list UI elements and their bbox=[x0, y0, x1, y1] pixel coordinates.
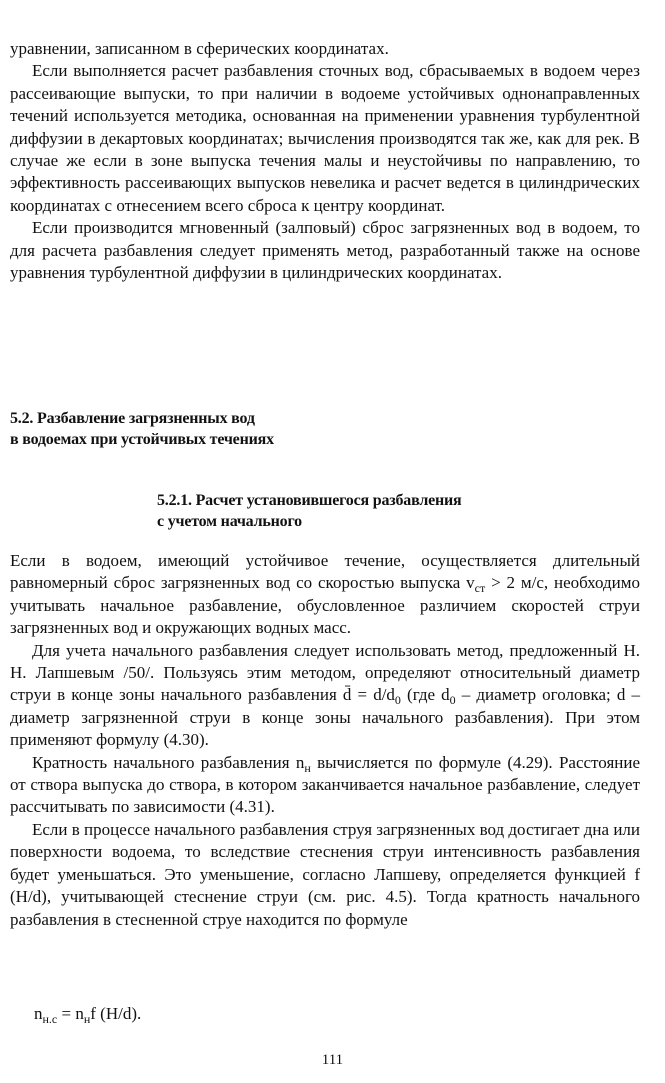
paragraph-5-text-a: Кратность начального разбавления n bbox=[32, 752, 305, 772]
paragraph-3-text-a: Если в водоем, имеющий устойчивое течение, осуществляется длительный равномерный сброс загрязненных вод со скоростью выпуска v bbox=[10, 551, 640, 593]
section-heading bbox=[10, 408, 640, 450]
formula-equals: = n bbox=[57, 1004, 84, 1023]
paragraph-3 bbox=[10, 550, 640, 640]
formula-lhs-subscript: н.с bbox=[42, 1012, 58, 1026]
paragraph-4-subscript-1: 0 bbox=[394, 693, 401, 708]
subsection-heading-line2: с учетом начального bbox=[157, 513, 302, 530]
paragraph-5-subscript: н bbox=[304, 760, 311, 775]
body-block-bottom bbox=[10, 550, 640, 931]
subsection-heading bbox=[157, 490, 597, 532]
paragraph-5-text-b: вычисляется по формуле (4.29). Расстояние от створа выпуска до створа, в котором заканчивается начальное разбавление, следует рассчитывать по зависимости (4.31). bbox=[10, 752, 640, 817]
formula bbox=[34, 1003, 141, 1025]
page-number: 111 bbox=[321, 1052, 344, 1068]
paragraph-3-text-b: > 2 м/с, необходимо учитывать начальное разбавление, обусловленное различием скоростей струи загрязненных вод и окружающих водных масс. bbox=[10, 573, 640, 638]
paragraph-2: Если производится мгновенный (залповый) сброс загрязненных вод в водоем, то для расчета разбавления следует применять метод, разработанный также на основе уравнения турбулентной диффузии в цилиндрических координатах. bbox=[10, 218, 640, 283]
paragraph-4-text-b: (где d bbox=[400, 685, 450, 705]
subsection-heading-line1: 5.2.1. Расчет установившегося разбавления bbox=[157, 492, 462, 509]
paragraph-intro: уравнении, записанном в сферических координатах. bbox=[10, 39, 389, 58]
paragraph-1: Если выполняется расчет разбавления сточных вод, сбрасываемых в водоем через рассеивающие выпуски, то при наличии в водоеме устойчивых однонаправленных течений используется методика, основанная на применении уравнения турбулентной диффузии в декартовых координатах; вычисления производятся так же, как для рек. В случае же если в зоне выпуска течения малы и неустойчивы по направлению, то эффективность рассеивающих выпусков невелика и расчет ведется в цилиндрических координатах с отнесением всего сброса к центру координат. bbox=[10, 61, 640, 215]
paragraph-3-subscript: ст bbox=[474, 581, 486, 596]
paragraph-4-text-c: – диаметр оголовка; d – диаметр загрязненной струи в конце зоны начального разбавления). При этом применяют формулу (4.30). bbox=[10, 685, 640, 750]
paragraph-4-subscript-2: 0 bbox=[449, 693, 456, 708]
formula-lhs: n bbox=[34, 1004, 43, 1023]
paragraph-5 bbox=[10, 752, 640, 819]
paragraph-4-text-a: Для учета начального разбавления следует использовать метод, предложенный Н. Н. Лапшевым /50/. Пользуясь этим методом, определяют относительный диаметр струи в конце зоны начального разбавления d̄ = d/d bbox=[10, 640, 640, 705]
body-block-top bbox=[10, 38, 640, 284]
paragraph-4 bbox=[10, 640, 640, 752]
formula-rhs: f (H/d). bbox=[90, 1004, 142, 1023]
formula-rhs-subscript: н bbox=[83, 1012, 91, 1026]
section-heading-line2: в водоемах при устойчивых течениях bbox=[10, 431, 274, 448]
section-heading-line1: 5.2. Разбавление загрязненных вод bbox=[10, 410, 255, 427]
paragraph-6: Если в процессе начального разбавления струя загрязненных вод достигает дна или поверхности водоема, то вследствие стеснения струи интенсивность разбавления будет уменьшаться. Это уменьшение, согласно Лапшеву, определяется функцией f (H/d), учитывающей стеснение струи (см. рис. 4.5). Тогда кратность начального разбавления в стесненной струе находится по формуле bbox=[10, 819, 640, 929]
